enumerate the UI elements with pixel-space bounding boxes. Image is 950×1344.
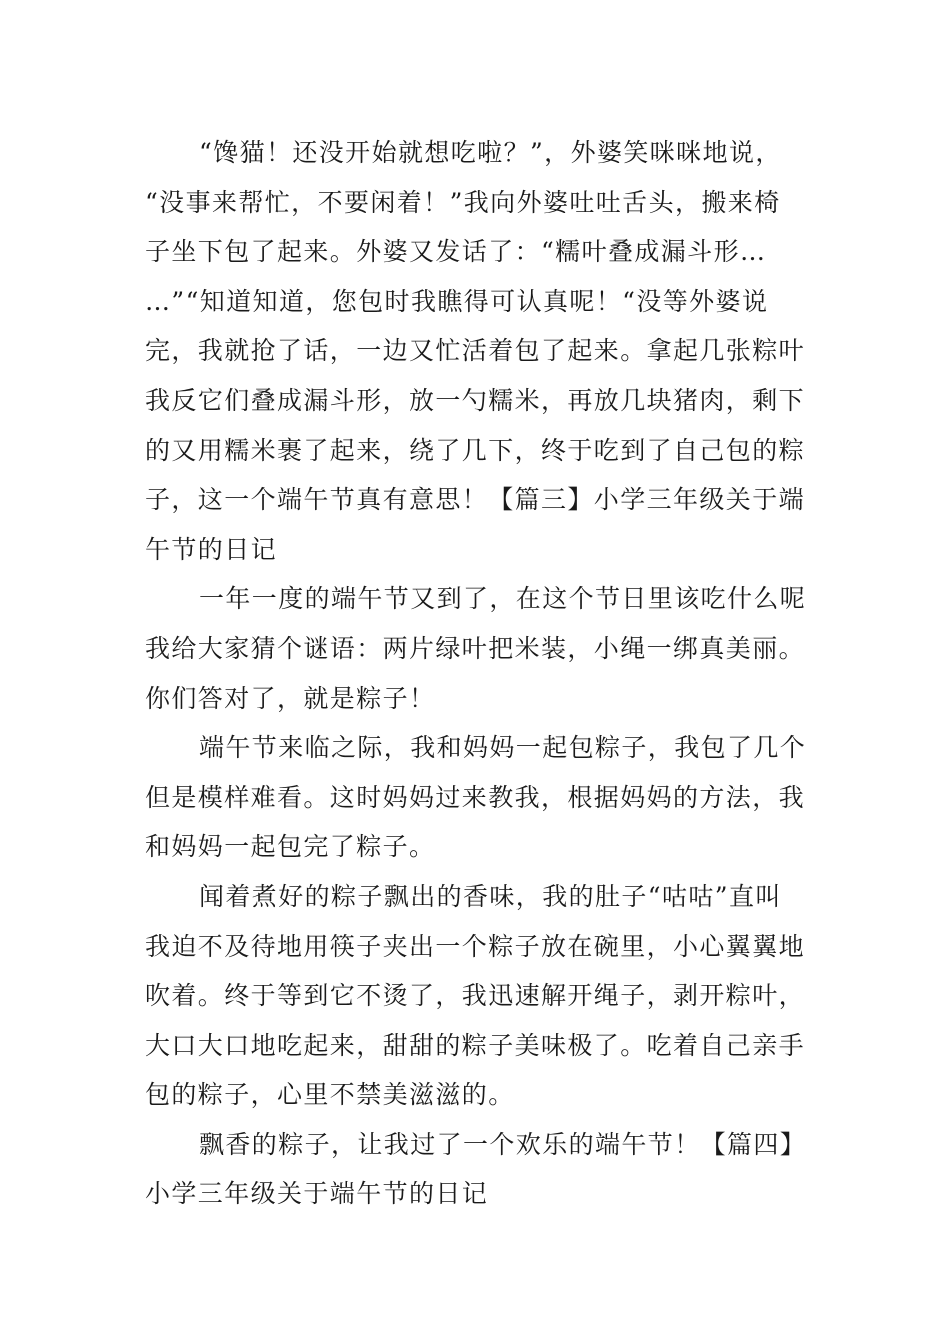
- text-line: 小学三年级关于端午节的日记: [145, 1179, 489, 1209]
- text-line: 飘香的粽子，让我过了一个欢乐的端午节！【篇四】: [199, 1129, 807, 1159]
- text-line: 子，这一个端午节真有意思！【篇三】小学三年级关于端: [145, 485, 806, 515]
- text-line: “没事来帮忙，不要闲着！”我向外婆吐吐舌头，搬来椅: [145, 187, 781, 217]
- text-line: 和妈妈一起包完了粽子。: [145, 832, 436, 862]
- text-line: 大口大口地吃起来，甜甜的粽子美味极了。吃着自己亲手: [145, 1030, 806, 1060]
- text-line: 但是模样难看。这时妈妈过来教我，根据妈妈的方法，我: [145, 782, 806, 812]
- document-body: [145, 128, 805, 1219]
- text-line: 的又用糯米裹了起来，绕了几下，终于吃到了自己包的粽: [145, 435, 806, 465]
- text-line: 一年一度的端午节又到了，在这个节日里该吃什么呢: [199, 584, 807, 614]
- text-line: 午节的日记: [145, 534, 278, 564]
- text-line: 子坐下包了起来。外婆又发话了：“糯叶叠成漏斗形…: [145, 237, 767, 267]
- text-line: 包的粽子，心里不禁美滋滋的。: [145, 1080, 515, 1110]
- text-line: …”“知道知道，您包时我瞧得可认真呢！“没等外婆说: [145, 286, 769, 316]
- text-line: 我给大家猜个谜语：两片绿叶把米装，小绳一绑真美丽。: [145, 633, 806, 663]
- text-line: 我迫不及待地用筷子夹出一个粽子放在碗里，小心翼翼地: [145, 931, 806, 961]
- text-line: 我反它们叠成漏斗形，放一勺糯米，再放几块猪肉，剩下: [145, 385, 806, 415]
- text-line: 吹着。终于等到它不烫了，我迅速解开绳子，剥开粽叶，: [145, 981, 806, 1011]
- text-line: 闻着煮好的粽子飘出的香味，我的肚子“咕咕”直叫: [199, 881, 782, 911]
- text-line: 完，我就抢了话，一边又忙活着包了起来。拿起几张粽叶: [145, 336, 806, 366]
- text-line: 端午节来临之际，我和妈妈一起包粽子，我包了几个: [199, 733, 807, 763]
- text-line: 你们答对了，就是粽子！: [145, 683, 436, 713]
- text-line: “馋猫！还没开始就想吃啦？”，外婆笑咪咪地说，: [199, 138, 782, 167]
